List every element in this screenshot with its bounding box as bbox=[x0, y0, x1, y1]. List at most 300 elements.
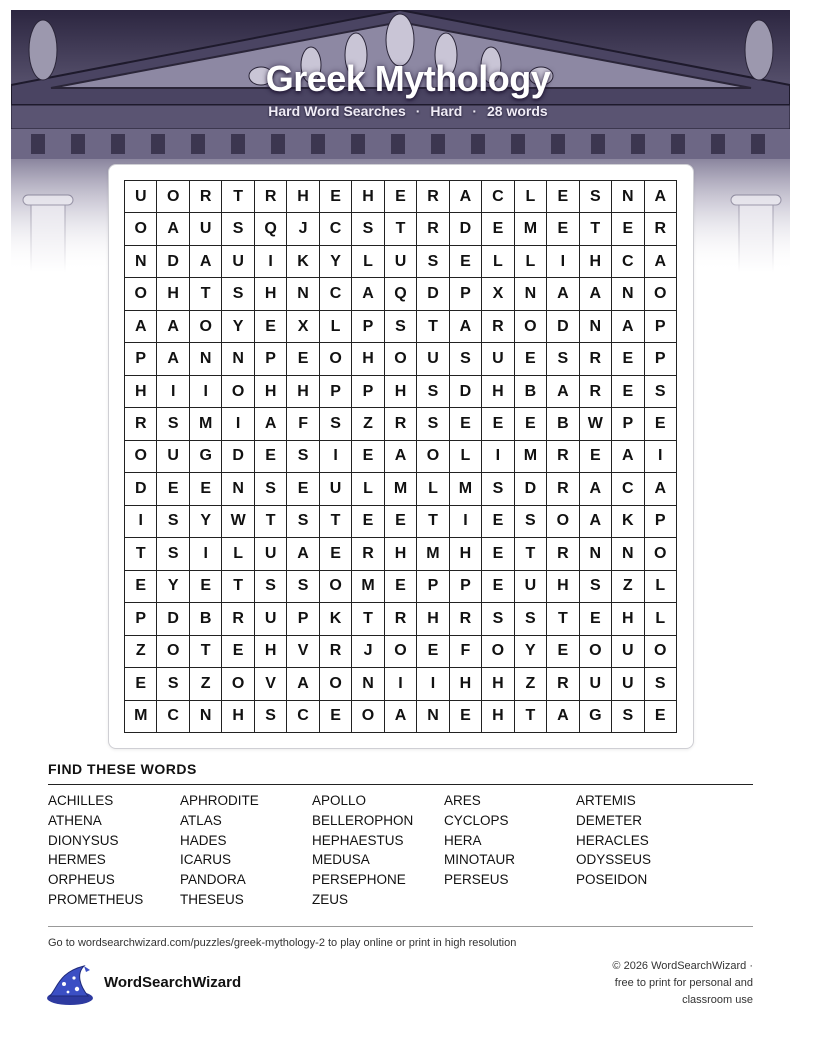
grid-cell[interactable]: P bbox=[417, 571, 449, 603]
grid-cell[interactable]: E bbox=[482, 538, 514, 570]
grid-cell[interactable]: E bbox=[547, 181, 579, 213]
grid-cell[interactable]: T bbox=[352, 603, 384, 635]
grid-cell[interactable]: B bbox=[190, 603, 222, 635]
grid-cell[interactable]: O bbox=[515, 311, 547, 343]
grid-cell[interactable]: O bbox=[125, 441, 157, 473]
grid-cell[interactable]: E bbox=[612, 376, 644, 408]
grid-cell[interactable]: A bbox=[612, 441, 644, 473]
grid-cell[interactable]: U bbox=[320, 473, 352, 505]
grid-cell[interactable]: O bbox=[385, 636, 417, 668]
grid-cell[interactable]: V bbox=[287, 636, 319, 668]
letter-grid bbox=[124, 180, 677, 733]
grid-cell[interactable]: T bbox=[320, 506, 352, 538]
grid-cell[interactable]: H bbox=[255, 636, 287, 668]
grid-cell[interactable]: T bbox=[222, 181, 254, 213]
play-online-link[interactable]: Go to wordsearchwizard.com/puzzles/greek-mythology-2 to play online or print in high resolution bbox=[48, 937, 517, 949]
grid-cell[interactable]: R bbox=[547, 441, 579, 473]
grid-cell[interactable]: W bbox=[580, 408, 612, 440]
grid-cell[interactable]: S bbox=[385, 311, 417, 343]
grid-cell[interactable]: S bbox=[645, 668, 677, 700]
grid-cell[interactable]: E bbox=[287, 343, 319, 375]
grid-cell[interactable]: P bbox=[320, 376, 352, 408]
grid-cell[interactable]: A bbox=[580, 278, 612, 310]
grid-cell[interactable]: I bbox=[417, 668, 449, 700]
grid-cell[interactable]: S bbox=[450, 343, 482, 375]
grid-cell[interactable]: X bbox=[482, 278, 514, 310]
grid-cell[interactable]: R bbox=[385, 603, 417, 635]
grid-cell[interactable]: N bbox=[222, 343, 254, 375]
grid-cell[interactable]: L bbox=[515, 181, 547, 213]
grid-cell[interactable]: T bbox=[515, 538, 547, 570]
grid-cell[interactable]: H bbox=[352, 181, 384, 213]
grid-cell[interactable]: M bbox=[417, 538, 449, 570]
grid-cell[interactable]: L bbox=[320, 311, 352, 343]
grid-cell[interactable]: Y bbox=[190, 506, 222, 538]
grid-cell[interactable]: T bbox=[580, 213, 612, 245]
grid-cell[interactable]: H bbox=[450, 538, 482, 570]
grid-cell[interactable]: Q bbox=[385, 278, 417, 310]
grid-cell[interactable]: M bbox=[125, 701, 157, 733]
grid-cell[interactable]: S bbox=[547, 343, 579, 375]
grid-cell[interactable]: E bbox=[287, 473, 319, 505]
grid-cell[interactable]: S bbox=[417, 246, 449, 278]
word-list-item: BELLEROPHON bbox=[312, 812, 414, 828]
grid-cell[interactable]: Z bbox=[125, 636, 157, 668]
grid-cell[interactable]: S bbox=[580, 571, 612, 603]
grid-cell[interactable]: U bbox=[190, 213, 222, 245]
grid-cell[interactable]: L bbox=[450, 441, 482, 473]
grid-cell[interactable]: E bbox=[547, 636, 579, 668]
grid-cell[interactable]: N bbox=[287, 278, 319, 310]
grid-cell[interactable]: S bbox=[157, 408, 189, 440]
grid-cell[interactable]: E bbox=[320, 181, 352, 213]
grid-cell[interactable]: R bbox=[352, 538, 384, 570]
grid-cell[interactable]: M bbox=[190, 408, 222, 440]
grid-cell[interactable]: N bbox=[125, 246, 157, 278]
grid-cell[interactable]: O bbox=[157, 181, 189, 213]
grid-cell[interactable]: M bbox=[385, 473, 417, 505]
grid-cell[interactable]: A bbox=[157, 213, 189, 245]
grid-cell[interactable]: E bbox=[125, 571, 157, 603]
grid-cell[interactable]: E bbox=[352, 441, 384, 473]
grid-cell[interactable]: E bbox=[450, 246, 482, 278]
grid-cell[interactable]: E bbox=[320, 538, 352, 570]
grid-cell[interactable]: E bbox=[417, 636, 449, 668]
grid-cell[interactable]: I bbox=[645, 441, 677, 473]
grid-cell[interactable]: D bbox=[417, 278, 449, 310]
grid-cell[interactable]: H bbox=[580, 246, 612, 278]
grid-cell[interactable]: U bbox=[255, 538, 287, 570]
grid-cell[interactable]: A bbox=[645, 181, 677, 213]
grid-cell[interactable]: P bbox=[352, 376, 384, 408]
grid-cell[interactable]: S bbox=[482, 603, 514, 635]
grid-cell[interactable]: C bbox=[287, 701, 319, 733]
grid-cell[interactable]: L bbox=[417, 473, 449, 505]
grid-cell[interactable]: H bbox=[255, 376, 287, 408]
grid-cell[interactable]: L bbox=[222, 538, 254, 570]
grid-cell[interactable]: H bbox=[352, 343, 384, 375]
grid-cell[interactable]: Y bbox=[222, 311, 254, 343]
grid-cell[interactable]: S bbox=[580, 181, 612, 213]
grid-cell[interactable]: K bbox=[612, 506, 644, 538]
grid-cell[interactable]: R bbox=[417, 181, 449, 213]
grid-cell[interactable]: R bbox=[547, 668, 579, 700]
grid-cell[interactable]: D bbox=[450, 213, 482, 245]
grid-cell[interactable]: R bbox=[547, 473, 579, 505]
grid-cell[interactable]: C bbox=[612, 246, 644, 278]
grid-cell[interactable]: N bbox=[515, 278, 547, 310]
grid-cell[interactable]: S bbox=[417, 408, 449, 440]
grid-cell[interactable]: S bbox=[515, 506, 547, 538]
grid-cell[interactable]: H bbox=[450, 668, 482, 700]
grid-cell[interactable]: M bbox=[515, 441, 547, 473]
grid-cell[interactable]: T bbox=[385, 213, 417, 245]
grid-cell[interactable]: O bbox=[580, 636, 612, 668]
grid-cell[interactable]: S bbox=[157, 506, 189, 538]
grid-cell[interactable]: J bbox=[352, 636, 384, 668]
grid-cell[interactable]: A bbox=[287, 668, 319, 700]
grid-cell[interactable]: S bbox=[612, 701, 644, 733]
grid-cell[interactable]: C bbox=[320, 278, 352, 310]
grid-cell[interactable]: Z bbox=[190, 668, 222, 700]
grid-cell[interactable]: H bbox=[255, 278, 287, 310]
grid-cell[interactable]: N bbox=[612, 538, 644, 570]
grid-cell[interactable]: I bbox=[222, 408, 254, 440]
grid-cell[interactable]: S bbox=[222, 278, 254, 310]
grid-cell[interactable]: I bbox=[320, 441, 352, 473]
grid-cell[interactable]: T bbox=[125, 538, 157, 570]
grid-cell[interactable]: I bbox=[450, 506, 482, 538]
grid-cell[interactable]: H bbox=[222, 701, 254, 733]
grid-cell[interactable]: A bbox=[157, 311, 189, 343]
grid-cell[interactable]: S bbox=[417, 376, 449, 408]
grid-cell[interactable]: U bbox=[222, 246, 254, 278]
grid-cell[interactable]: P bbox=[352, 311, 384, 343]
grid-cell[interactable]: K bbox=[287, 246, 319, 278]
grid-cell[interactable]: P bbox=[125, 603, 157, 635]
grid-cell[interactable]: A bbox=[547, 278, 579, 310]
grid-cell[interactable]: A bbox=[450, 181, 482, 213]
grid-cell[interactable]: S bbox=[255, 701, 287, 733]
grid-cell[interactable]: A bbox=[580, 506, 612, 538]
grid-cell[interactable]: N bbox=[190, 343, 222, 375]
grid-cell[interactable]: U bbox=[417, 343, 449, 375]
grid-cell[interactable]: R bbox=[450, 603, 482, 635]
grid-cell[interactable]: O bbox=[222, 376, 254, 408]
grid-cell[interactable]: G bbox=[190, 441, 222, 473]
grid-cell[interactable]: E bbox=[320, 701, 352, 733]
grid-cell[interactable]: Y bbox=[157, 571, 189, 603]
grid-cell[interactable]: O bbox=[547, 506, 579, 538]
grid-cell[interactable]: S bbox=[157, 668, 189, 700]
grid-cell[interactable]: T bbox=[417, 506, 449, 538]
grid-cell[interactable]: A bbox=[547, 701, 579, 733]
grid-cell[interactable]: E bbox=[515, 408, 547, 440]
grid-cell[interactable]: R bbox=[580, 343, 612, 375]
grid-cell[interactable]: A bbox=[255, 408, 287, 440]
grid-cell[interactable]: A bbox=[352, 278, 384, 310]
grid-cell[interactable]: Q bbox=[255, 213, 287, 245]
grid-cell[interactable]: E bbox=[450, 701, 482, 733]
grid-cell[interactable]: A bbox=[157, 343, 189, 375]
word-list-item: ATLAS bbox=[180, 812, 222, 828]
grid-cell[interactable]: U bbox=[125, 181, 157, 213]
grid-cell[interactable]: L bbox=[482, 246, 514, 278]
grid-cell[interactable]: N bbox=[580, 311, 612, 343]
grid-cell[interactable]: S bbox=[287, 441, 319, 473]
brand-name: WordSearchWizard bbox=[104, 974, 242, 991]
grid-cell[interactable]: E bbox=[385, 506, 417, 538]
grid-cell[interactable]: O bbox=[190, 311, 222, 343]
grid-cell[interactable]: D bbox=[450, 376, 482, 408]
grid-cell[interactable]: R bbox=[222, 603, 254, 635]
grid-cell[interactable]: I bbox=[482, 441, 514, 473]
grid-cell[interactable]: T bbox=[417, 311, 449, 343]
grid-cell[interactable]: C bbox=[482, 181, 514, 213]
grid-cell[interactable]: I bbox=[125, 506, 157, 538]
grid-cell[interactable]: C bbox=[612, 473, 644, 505]
grid-cell[interactable]: P bbox=[287, 603, 319, 635]
grid-cell[interactable]: E bbox=[645, 408, 677, 440]
grid-cell[interactable]: Y bbox=[320, 246, 352, 278]
grid-cell[interactable]: R bbox=[255, 181, 287, 213]
grid-cell[interactable]: O bbox=[417, 441, 449, 473]
grid-cell[interactable]: U bbox=[482, 343, 514, 375]
grid-cell[interactable]: P bbox=[255, 343, 287, 375]
grid-cell[interactable]: T bbox=[255, 506, 287, 538]
grid-cell[interactable]: P bbox=[450, 278, 482, 310]
grid-cell[interactable]: S bbox=[255, 473, 287, 505]
grid-cell[interactable]: E bbox=[450, 408, 482, 440]
grid-cell[interactable]: O bbox=[482, 636, 514, 668]
grid-cell[interactable]: E bbox=[482, 506, 514, 538]
grid-cell[interactable]: R bbox=[547, 538, 579, 570]
grid-cell[interactable]: O bbox=[320, 343, 352, 375]
grid-cell[interactable]: E bbox=[482, 408, 514, 440]
grid-cell[interactable]: H bbox=[547, 571, 579, 603]
grid-cell[interactable]: P bbox=[645, 311, 677, 343]
grid-cell[interactable]: O bbox=[320, 668, 352, 700]
grid-cell[interactable]: P bbox=[645, 506, 677, 538]
grid-cell[interactable]: A bbox=[580, 473, 612, 505]
grid-cell[interactable]: A bbox=[287, 538, 319, 570]
grid-cell[interactable]: I bbox=[385, 668, 417, 700]
grid-cell[interactable]: R bbox=[125, 408, 157, 440]
grid-cell[interactable]: S bbox=[157, 538, 189, 570]
grid-cell[interactable]: E bbox=[385, 571, 417, 603]
grid-cell[interactable]: O bbox=[352, 701, 384, 733]
grid-cell[interactable]: A bbox=[125, 311, 157, 343]
grid-cell[interactable]: T bbox=[222, 571, 254, 603]
grid-cell[interactable]: F bbox=[450, 636, 482, 668]
grid-cell[interactable]: H bbox=[482, 701, 514, 733]
grid-cell[interactable]: E bbox=[190, 473, 222, 505]
grid-cell[interactable]: D bbox=[125, 473, 157, 505]
grid-cell[interactable]: S bbox=[482, 473, 514, 505]
grid-cell[interactable]: S bbox=[320, 408, 352, 440]
copyright-notice bbox=[583, 958, 753, 1009]
grid-cell[interactable]: P bbox=[450, 571, 482, 603]
grid-cell[interactable]: E bbox=[222, 636, 254, 668]
grid-cell[interactable]: R bbox=[190, 181, 222, 213]
grid-cell[interactable]: T bbox=[515, 701, 547, 733]
grid-cell[interactable]: L bbox=[352, 473, 384, 505]
grid-cell[interactable]: N bbox=[222, 473, 254, 505]
grid-cell[interactable]: S bbox=[352, 213, 384, 245]
grid-cell[interactable]: N bbox=[417, 701, 449, 733]
grid-cell[interactable]: U bbox=[612, 668, 644, 700]
grid-cell[interactable]: H bbox=[417, 603, 449, 635]
grid-cell[interactable]: U bbox=[580, 668, 612, 700]
grid-cell[interactable]: E bbox=[157, 473, 189, 505]
grid-cell[interactable]: W bbox=[222, 506, 254, 538]
grid-cell[interactable]: E bbox=[612, 343, 644, 375]
grid-cell[interactable]: S bbox=[222, 213, 254, 245]
grid-cell[interactable]: Z bbox=[352, 408, 384, 440]
grid-cell[interactable]: A bbox=[190, 246, 222, 278]
grid-cell[interactable]: U bbox=[255, 603, 287, 635]
grid-cell[interactable]: H bbox=[612, 603, 644, 635]
grid-cell[interactable]: S bbox=[287, 571, 319, 603]
grid-cell[interactable]: G bbox=[580, 701, 612, 733]
grid-cell[interactable]: B bbox=[515, 376, 547, 408]
grid-cell[interactable]: R bbox=[320, 636, 352, 668]
grid-cell[interactable]: Z bbox=[515, 668, 547, 700]
grid-cell[interactable]: E bbox=[645, 701, 677, 733]
grid-cell[interactable]: Z bbox=[612, 571, 644, 603]
grid-cell[interactable]: V bbox=[255, 668, 287, 700]
word-list-item: HERMES bbox=[48, 852, 106, 868]
grid-cell[interactable]: A bbox=[450, 311, 482, 343]
grid-cell[interactable]: O bbox=[222, 668, 254, 700]
grid-cell[interactable]: E bbox=[125, 668, 157, 700]
grid-cell[interactable]: R bbox=[580, 376, 612, 408]
grid-cell[interactable]: D bbox=[222, 441, 254, 473]
grid-cell[interactable]: P bbox=[612, 408, 644, 440]
grid-cell[interactable]: F bbox=[287, 408, 319, 440]
grid-cell[interactable]: E bbox=[255, 311, 287, 343]
grid-cell[interactable]: I bbox=[547, 246, 579, 278]
grid-cell[interactable]: R bbox=[645, 213, 677, 245]
grid-cell[interactable]: U bbox=[385, 246, 417, 278]
grid-cell[interactable]: C bbox=[157, 701, 189, 733]
grid-cell[interactable]: I bbox=[190, 538, 222, 570]
grid-cell[interactable]: E bbox=[612, 213, 644, 245]
grid-cell[interactable]: R bbox=[385, 408, 417, 440]
grid-cell[interactable]: N bbox=[352, 668, 384, 700]
grid-cell[interactable]: S bbox=[287, 506, 319, 538]
grid-cell[interactable]: A bbox=[385, 441, 417, 473]
grid-cell[interactable]: L bbox=[645, 571, 677, 603]
grid-cell[interactable]: M bbox=[352, 571, 384, 603]
grid-cell[interactable]: E bbox=[515, 343, 547, 375]
grid-cell[interactable]: O bbox=[385, 343, 417, 375]
grid-cell[interactable]: H bbox=[385, 376, 417, 408]
grid-cell[interactable]: Y bbox=[515, 636, 547, 668]
grid-cell[interactable]: H bbox=[287, 181, 319, 213]
grid-cell[interactable]: T bbox=[190, 278, 222, 310]
copyright-line: free to print for personal and bbox=[614, 977, 753, 989]
grid-cell[interactable]: H bbox=[482, 668, 514, 700]
grid-cell[interactable]: L bbox=[645, 603, 677, 635]
grid-cell[interactable]: A bbox=[612, 311, 644, 343]
grid-cell[interactable]: B bbox=[547, 408, 579, 440]
grid-cell[interactable]: E bbox=[580, 603, 612, 635]
grid-cell[interactable]: H bbox=[125, 376, 157, 408]
grid-cell[interactable]: A bbox=[645, 246, 677, 278]
grid-cell[interactable]: N bbox=[612, 181, 644, 213]
grid-cell[interactable]: O bbox=[157, 636, 189, 668]
grid-cell[interactable]: E bbox=[352, 506, 384, 538]
grid-cell[interactable]: H bbox=[385, 538, 417, 570]
grid-cell[interactable]: O bbox=[645, 278, 677, 310]
grid-cell[interactable]: T bbox=[190, 636, 222, 668]
grid-cell[interactable]: S bbox=[255, 571, 287, 603]
grid-cell[interactable]: T bbox=[547, 603, 579, 635]
grid-cell[interactable]: S bbox=[645, 376, 677, 408]
grid-cell[interactable]: I bbox=[157, 376, 189, 408]
grid-cell[interactable]: I bbox=[255, 246, 287, 278]
grid-cell[interactable]: H bbox=[287, 376, 319, 408]
grid-cell[interactable]: E bbox=[482, 213, 514, 245]
grid-cell[interactable]: S bbox=[515, 603, 547, 635]
grid-cell[interactable]: E bbox=[547, 213, 579, 245]
grid-cell[interactable]: O bbox=[645, 636, 677, 668]
grid-cell[interactable]: R bbox=[417, 213, 449, 245]
grid-cell[interactable]: O bbox=[645, 538, 677, 570]
grid-cell[interactable]: E bbox=[190, 571, 222, 603]
grid-cell[interactable]: A bbox=[645, 473, 677, 505]
grid-cell[interactable]: K bbox=[320, 603, 352, 635]
grid-cell[interactable]: C bbox=[320, 213, 352, 245]
grid-cell[interactable]: D bbox=[157, 246, 189, 278]
grid-cell[interactable]: P bbox=[125, 343, 157, 375]
grid-cell[interactable]: D bbox=[515, 473, 547, 505]
grid-cell[interactable]: P bbox=[645, 343, 677, 375]
grid-cell[interactable]: U bbox=[157, 441, 189, 473]
word-list-item: PROMETHEUS bbox=[48, 891, 144, 907]
grid-cell[interactable]: A bbox=[547, 376, 579, 408]
grid-cell[interactable]: X bbox=[287, 311, 319, 343]
grid-cell[interactable]: N bbox=[190, 701, 222, 733]
grid-cell[interactable]: D bbox=[547, 311, 579, 343]
grid-cell[interactable]: U bbox=[515, 571, 547, 603]
grid-cell[interactable]: E bbox=[385, 181, 417, 213]
subtitle-source: Hard Word Searches bbox=[268, 103, 406, 119]
grid-cell[interactable]: E bbox=[255, 441, 287, 473]
grid-cell[interactable]: D bbox=[157, 603, 189, 635]
grid-cell[interactable]: L bbox=[515, 246, 547, 278]
grid-cell[interactable]: I bbox=[190, 376, 222, 408]
grid-cell[interactable]: U bbox=[612, 636, 644, 668]
grid-cell[interactable]: A bbox=[385, 701, 417, 733]
grid-cell[interactable]: E bbox=[482, 571, 514, 603]
grid-cell[interactable]: O bbox=[125, 213, 157, 245]
grid-cell[interactable]: H bbox=[157, 278, 189, 310]
grid-cell[interactable]: M bbox=[515, 213, 547, 245]
grid-cell[interactable]: O bbox=[320, 571, 352, 603]
subtitle-separator: · bbox=[472, 103, 477, 119]
grid-cell[interactable]: N bbox=[612, 278, 644, 310]
grid-cell[interactable]: L bbox=[352, 246, 384, 278]
grid-cell[interactable]: M bbox=[450, 473, 482, 505]
grid-cell[interactable]: O bbox=[125, 278, 157, 310]
grid-cell[interactable]: N bbox=[580, 538, 612, 570]
grid-cell[interactable]: E bbox=[580, 441, 612, 473]
grid-cell[interactable]: H bbox=[482, 376, 514, 408]
grid-cell[interactable]: R bbox=[482, 311, 514, 343]
grid-cell[interactable]: J bbox=[287, 213, 319, 245]
